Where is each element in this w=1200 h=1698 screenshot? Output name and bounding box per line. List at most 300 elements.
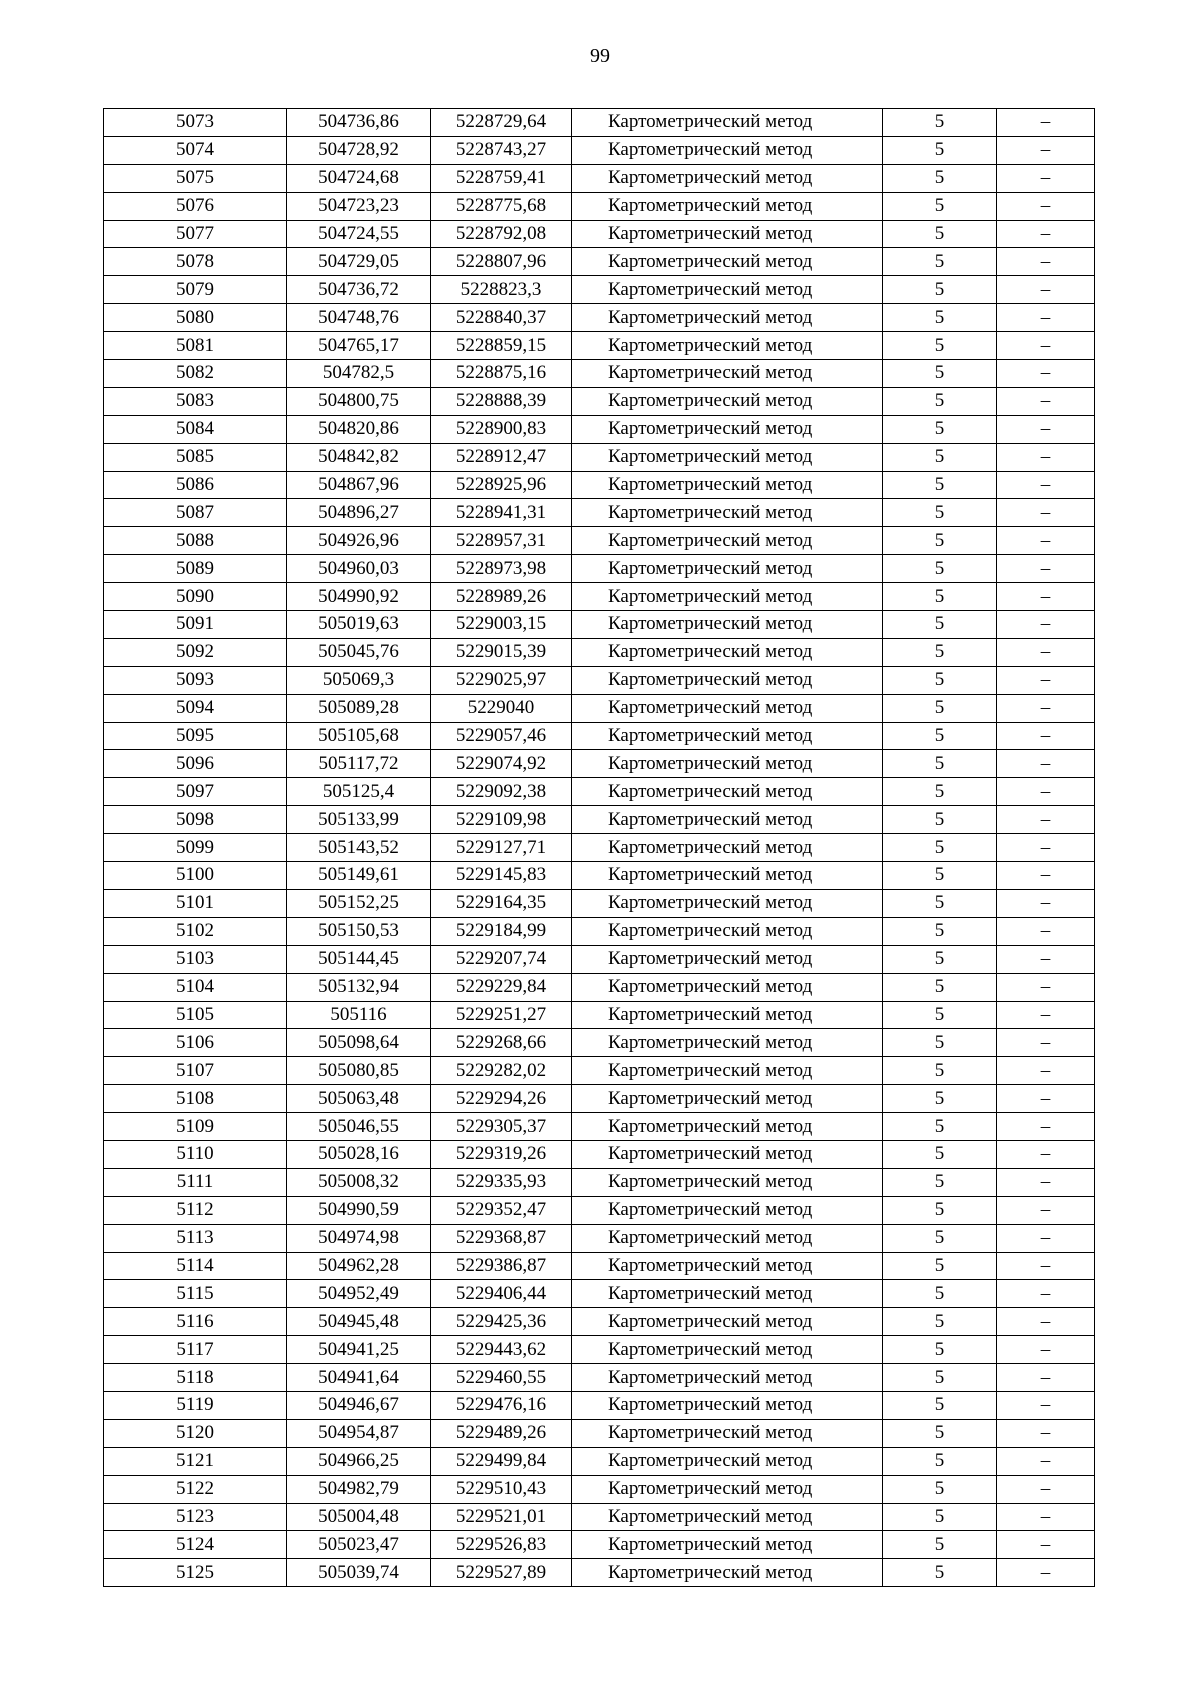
note-cell: – (997, 1196, 1095, 1224)
table-row (104, 248, 1095, 276)
point-number-cell: 5099 (104, 834, 287, 862)
method-cell: Картометрический метод (572, 527, 883, 555)
accuracy-cell: 5 (883, 1503, 997, 1531)
method-cell: Картометрический метод (572, 1001, 883, 1029)
method-cell: Картометрический метод (572, 248, 883, 276)
table-row (104, 917, 1095, 945)
point-number-cell: 5120 (104, 1419, 287, 1447)
method-cell: Картометрический метод (572, 1113, 883, 1141)
table-row (104, 1001, 1095, 1029)
point-number-cell: 5103 (104, 945, 287, 973)
point-number-cell: 5077 (104, 220, 287, 248)
accuracy-cell: 5 (883, 1336, 997, 1364)
accuracy-cell: 5 (883, 945, 997, 973)
note-cell: – (997, 1001, 1095, 1029)
note-cell: – (997, 1085, 1095, 1113)
note-cell: – (997, 1252, 1095, 1280)
x-coordinate-cell: 505133,99 (287, 806, 431, 834)
point-number-cell: 5087 (104, 499, 287, 527)
table-row (104, 806, 1095, 834)
table-row (104, 1085, 1095, 1113)
accuracy-cell: 5 (883, 722, 997, 750)
note-cell: – (997, 248, 1095, 276)
y-coordinate-cell: 5229476,16 (431, 1391, 572, 1419)
table-row (104, 694, 1095, 722)
table-row (104, 1559, 1095, 1587)
point-number-cell: 5124 (104, 1531, 287, 1559)
accuracy-cell: 5 (883, 387, 997, 415)
y-coordinate-cell: 5229184,99 (431, 917, 572, 945)
note-cell: – (997, 611, 1095, 639)
note-cell: – (997, 360, 1095, 388)
point-number-cell: 5081 (104, 332, 287, 360)
accuracy-cell: 5 (883, 583, 997, 611)
point-number-cell: 5121 (104, 1447, 287, 1475)
y-coordinate-cell: 5229460,55 (431, 1364, 572, 1392)
accuracy-cell: 5 (883, 1252, 997, 1280)
table-row (104, 1475, 1095, 1503)
table-row (104, 304, 1095, 332)
y-coordinate-cell: 5228941,31 (431, 499, 572, 527)
method-cell: Картометрический метод (572, 1391, 883, 1419)
x-coordinate-cell: 504946,67 (287, 1391, 431, 1419)
method-cell: Картометрический метод (572, 1308, 883, 1336)
note-cell: – (997, 834, 1095, 862)
note-cell: – (997, 499, 1095, 527)
x-coordinate-cell: 505150,53 (287, 917, 431, 945)
table-row (104, 1364, 1095, 1392)
method-cell: Картометрический метод (572, 1559, 883, 1587)
note-cell: – (997, 527, 1095, 555)
point-number-cell: 5083 (104, 387, 287, 415)
accuracy-cell: 5 (883, 1559, 997, 1587)
table-row (104, 499, 1095, 527)
method-cell: Картометрический метод (572, 1447, 883, 1475)
x-coordinate-cell: 504966,25 (287, 1447, 431, 1475)
point-number-cell: 5104 (104, 973, 287, 1001)
note-cell: – (997, 583, 1095, 611)
accuracy-cell: 5 (883, 220, 997, 248)
method-cell: Картометрический метод (572, 583, 883, 611)
note-cell: – (997, 1364, 1095, 1392)
method-cell: Картометрический метод (572, 1029, 883, 1057)
note-cell: – (997, 164, 1095, 192)
note-cell: – (997, 1447, 1095, 1475)
point-number-cell: 5091 (104, 611, 287, 639)
method-cell: Картометрический метод (572, 164, 883, 192)
note-cell: – (997, 192, 1095, 220)
table-row (104, 1029, 1095, 1057)
y-coordinate-cell: 5229319,26 (431, 1140, 572, 1168)
table-row (104, 136, 1095, 164)
point-number-cell: 5111 (104, 1168, 287, 1196)
table-row (104, 1280, 1095, 1308)
note-cell: – (997, 220, 1095, 248)
y-coordinate-cell: 5229335,93 (431, 1168, 572, 1196)
accuracy-cell: 5 (883, 806, 997, 834)
x-coordinate-cell: 504867,96 (287, 471, 431, 499)
method-cell: Картометрический метод (572, 1057, 883, 1085)
x-coordinate-cell: 504729,05 (287, 248, 431, 276)
point-number-cell: 5095 (104, 722, 287, 750)
method-cell: Картометрический метод (572, 778, 883, 806)
table-row (104, 415, 1095, 443)
point-number-cell: 5115 (104, 1280, 287, 1308)
note-cell: – (997, 889, 1095, 917)
accuracy-cell: 5 (883, 750, 997, 778)
x-coordinate-cell: 504820,86 (287, 415, 431, 443)
table-row (104, 220, 1095, 248)
accuracy-cell: 5 (883, 1419, 997, 1447)
method-cell: Картометрический метод (572, 555, 883, 583)
method-cell: Картометрический метод (572, 499, 883, 527)
x-coordinate-cell: 504954,87 (287, 1419, 431, 1447)
table-row (104, 583, 1095, 611)
method-cell: Картометрический метод (572, 750, 883, 778)
y-coordinate-cell: 5229352,47 (431, 1196, 572, 1224)
table-row (104, 387, 1095, 415)
accuracy-cell: 5 (883, 666, 997, 694)
point-number-cell: 5098 (104, 806, 287, 834)
y-coordinate-cell: 5228792,08 (431, 220, 572, 248)
table-row (104, 1447, 1095, 1475)
y-coordinate-cell: 5229527,89 (431, 1559, 572, 1587)
note-cell: – (997, 1140, 1095, 1168)
method-cell: Картометрический метод (572, 945, 883, 973)
method-cell: Картометрический метод (572, 1475, 883, 1503)
table-row (104, 555, 1095, 583)
y-coordinate-cell: 5229057,46 (431, 722, 572, 750)
point-number-cell: 5108 (104, 1085, 287, 1113)
point-number-cell: 5110 (104, 1140, 287, 1168)
note-cell: – (997, 638, 1095, 666)
y-coordinate-cell: 5228900,83 (431, 415, 572, 443)
note-cell: – (997, 750, 1095, 778)
x-coordinate-cell: 505144,45 (287, 945, 431, 973)
method-cell: Картометрический метод (572, 834, 883, 862)
point-number-cell: 5082 (104, 360, 287, 388)
accuracy-cell: 5 (883, 499, 997, 527)
note-cell: – (997, 1419, 1095, 1447)
accuracy-cell: 5 (883, 1280, 997, 1308)
x-coordinate-cell: 505132,94 (287, 973, 431, 1001)
x-coordinate-cell: 505080,85 (287, 1057, 431, 1085)
point-number-cell: 5092 (104, 638, 287, 666)
y-coordinate-cell: 5228775,68 (431, 192, 572, 220)
x-coordinate-cell: 504941,64 (287, 1364, 431, 1392)
x-coordinate-cell: 505019,63 (287, 611, 431, 639)
method-cell: Картометрический метод (572, 638, 883, 666)
point-number-cell: 5112 (104, 1196, 287, 1224)
x-coordinate-cell: 504748,76 (287, 304, 431, 332)
y-coordinate-cell: 5229145,83 (431, 862, 572, 890)
x-coordinate-cell: 505039,74 (287, 1559, 431, 1587)
method-cell: Картометрический метод (572, 109, 883, 137)
y-coordinate-cell: 5229294,26 (431, 1085, 572, 1113)
coordinates-table (103, 108, 1095, 1587)
accuracy-cell: 5 (883, 1085, 997, 1113)
x-coordinate-cell: 504723,23 (287, 192, 431, 220)
note-cell: – (997, 1336, 1095, 1364)
x-coordinate-cell: 504926,96 (287, 527, 431, 555)
method-cell: Картометрический метод (572, 694, 883, 722)
table-row (104, 778, 1095, 806)
x-coordinate-cell: 504765,17 (287, 332, 431, 360)
y-coordinate-cell: 5229003,15 (431, 611, 572, 639)
accuracy-cell: 5 (883, 1308, 997, 1336)
y-coordinate-cell: 5229282,02 (431, 1057, 572, 1085)
method-cell: Картометрический метод (572, 304, 883, 332)
x-coordinate-cell: 504945,48 (287, 1308, 431, 1336)
accuracy-cell: 5 (883, 917, 997, 945)
x-coordinate-cell: 505089,28 (287, 694, 431, 722)
accuracy-cell: 5 (883, 973, 997, 1001)
accuracy-cell: 5 (883, 1140, 997, 1168)
y-coordinate-cell: 5229015,39 (431, 638, 572, 666)
table-row (104, 666, 1095, 694)
note-cell: – (997, 1057, 1095, 1085)
note-cell: – (997, 1531, 1095, 1559)
note-cell: – (997, 109, 1095, 137)
point-number-cell: 5125 (104, 1559, 287, 1587)
point-number-cell: 5101 (104, 889, 287, 917)
accuracy-cell: 5 (883, 1224, 997, 1252)
accuracy-cell: 5 (883, 136, 997, 164)
y-coordinate-cell: 5229251,27 (431, 1001, 572, 1029)
y-coordinate-cell: 5228807,96 (431, 248, 572, 276)
table-row (104, 834, 1095, 862)
point-number-cell: 5122 (104, 1475, 287, 1503)
x-coordinate-cell: 504974,98 (287, 1224, 431, 1252)
table-row (104, 1168, 1095, 1196)
method-cell: Картометрический метод (572, 1140, 883, 1168)
table-row (104, 443, 1095, 471)
note-cell: – (997, 332, 1095, 360)
y-coordinate-cell: 5229025,97 (431, 666, 572, 694)
table-row (104, 722, 1095, 750)
table-row (104, 1308, 1095, 1336)
y-coordinate-cell: 5229164,35 (431, 889, 572, 917)
note-cell: – (997, 415, 1095, 443)
point-number-cell: 5089 (104, 555, 287, 583)
point-number-cell: 5094 (104, 694, 287, 722)
method-cell: Картометрический метод (572, 1419, 883, 1447)
table-row (104, 276, 1095, 304)
table-body (104, 109, 1095, 1587)
accuracy-cell: 5 (883, 471, 997, 499)
method-cell: Картометрический метод (572, 806, 883, 834)
point-number-cell: 5117 (104, 1336, 287, 1364)
y-coordinate-cell: 5228759,41 (431, 164, 572, 192)
note-cell: – (997, 1475, 1095, 1503)
x-coordinate-cell: 505149,61 (287, 862, 431, 890)
y-coordinate-cell: 5228925,96 (431, 471, 572, 499)
point-number-cell: 5096 (104, 750, 287, 778)
point-number-cell: 5079 (104, 276, 287, 304)
method-cell: Картометрический метод (572, 889, 883, 917)
x-coordinate-cell: 504800,75 (287, 387, 431, 415)
table-row (104, 1531, 1095, 1559)
point-number-cell: 5086 (104, 471, 287, 499)
note-cell: – (997, 1224, 1095, 1252)
y-coordinate-cell: 5228729,64 (431, 109, 572, 137)
method-cell: Картометрический метод (572, 220, 883, 248)
accuracy-cell: 5 (883, 862, 997, 890)
y-coordinate-cell: 5229268,66 (431, 1029, 572, 1057)
table-row (104, 750, 1095, 778)
x-coordinate-cell: 505117,72 (287, 750, 431, 778)
point-number-cell: 5114 (104, 1252, 287, 1280)
point-number-cell: 5097 (104, 778, 287, 806)
table-row (104, 360, 1095, 388)
y-coordinate-cell: 5229406,44 (431, 1280, 572, 1308)
accuracy-cell: 5 (883, 694, 997, 722)
accuracy-cell: 5 (883, 1391, 997, 1419)
method-cell: Картометрический метод (572, 136, 883, 164)
method-cell: Картометрический метод (572, 360, 883, 388)
accuracy-cell: 5 (883, 1113, 997, 1141)
method-cell: Картометрический метод (572, 611, 883, 639)
method-cell: Картометрический метод (572, 471, 883, 499)
note-cell: – (997, 1280, 1095, 1308)
accuracy-cell: 5 (883, 1531, 997, 1559)
table-row (104, 1113, 1095, 1141)
accuracy-cell: 5 (883, 638, 997, 666)
method-cell: Картометрический метод (572, 1503, 883, 1531)
x-coordinate-cell: 505098,64 (287, 1029, 431, 1057)
point-number-cell: 5080 (104, 304, 287, 332)
note-cell: – (997, 1168, 1095, 1196)
table-row (104, 1391, 1095, 1419)
y-coordinate-cell: 5229386,87 (431, 1252, 572, 1280)
method-cell: Картометрический метод (572, 332, 883, 360)
note-cell: – (997, 1503, 1095, 1531)
point-number-cell: 5093 (104, 666, 287, 694)
point-number-cell: 5078 (104, 248, 287, 276)
accuracy-cell: 5 (883, 555, 997, 583)
point-number-cell: 5090 (104, 583, 287, 611)
table-row (104, 1252, 1095, 1280)
table-row (104, 1503, 1095, 1531)
y-coordinate-cell: 5229109,98 (431, 806, 572, 834)
note-cell: – (997, 1029, 1095, 1057)
y-coordinate-cell: 5228973,98 (431, 555, 572, 583)
y-coordinate-cell: 5229074,92 (431, 750, 572, 778)
point-number-cell: 5075 (104, 164, 287, 192)
x-coordinate-cell: 505004,48 (287, 1503, 431, 1531)
accuracy-cell: 5 (883, 304, 997, 332)
y-coordinate-cell: 5228840,37 (431, 304, 572, 332)
method-cell: Картометрический метод (572, 1280, 883, 1308)
y-coordinate-cell: 5228888,39 (431, 387, 572, 415)
method-cell: Картометрический метод (572, 1531, 883, 1559)
point-number-cell: 5100 (104, 862, 287, 890)
x-coordinate-cell: 504982,79 (287, 1475, 431, 1503)
x-coordinate-cell: 504896,27 (287, 499, 431, 527)
point-number-cell: 5109 (104, 1113, 287, 1141)
table-row (104, 889, 1095, 917)
method-cell: Картометрический метод (572, 1336, 883, 1364)
accuracy-cell: 5 (883, 276, 997, 304)
note-cell: – (997, 471, 1095, 499)
point-number-cell: 5074 (104, 136, 287, 164)
accuracy-cell: 5 (883, 1447, 997, 1475)
accuracy-cell: 5 (883, 415, 997, 443)
x-coordinate-cell: 504941,25 (287, 1336, 431, 1364)
y-coordinate-cell: 5229368,87 (431, 1224, 572, 1252)
note-cell: – (997, 862, 1095, 890)
y-coordinate-cell: 5229305,37 (431, 1113, 572, 1141)
method-cell: Картометрический метод (572, 387, 883, 415)
point-number-cell: 5105 (104, 1001, 287, 1029)
x-coordinate-cell: 505152,25 (287, 889, 431, 917)
table-row (104, 638, 1095, 666)
point-number-cell: 5107 (104, 1057, 287, 1085)
y-coordinate-cell: 5229499,84 (431, 1447, 572, 1475)
accuracy-cell: 5 (883, 332, 997, 360)
note-cell: – (997, 945, 1095, 973)
accuracy-cell: 5 (883, 611, 997, 639)
table-row (104, 973, 1095, 1001)
accuracy-cell: 5 (883, 248, 997, 276)
method-cell: Картометрический метод (572, 192, 883, 220)
method-cell: Картометрический метод (572, 1364, 883, 1392)
note-cell: – (997, 1308, 1095, 1336)
note-cell: – (997, 555, 1095, 583)
note-cell: – (997, 304, 1095, 332)
method-cell: Картометрический метод (572, 1196, 883, 1224)
table-row (104, 1196, 1095, 1224)
accuracy-cell: 5 (883, 1168, 997, 1196)
table-row (104, 1057, 1095, 1085)
accuracy-cell: 5 (883, 1057, 997, 1085)
x-coordinate-cell: 504990,59 (287, 1196, 431, 1224)
x-coordinate-cell: 504736,86 (287, 109, 431, 137)
point-number-cell: 5084 (104, 415, 287, 443)
y-coordinate-cell: 5228743,27 (431, 136, 572, 164)
note-cell: – (997, 387, 1095, 415)
x-coordinate-cell: 505069,3 (287, 666, 431, 694)
method-cell: Картометрический метод (572, 415, 883, 443)
table-row (104, 164, 1095, 192)
method-cell: Картометрический метод (572, 666, 883, 694)
y-coordinate-cell: 5228859,15 (431, 332, 572, 360)
table-row (104, 471, 1095, 499)
x-coordinate-cell: 505063,48 (287, 1085, 431, 1113)
note-cell: – (997, 666, 1095, 694)
y-coordinate-cell: 5229127,71 (431, 834, 572, 862)
method-cell: Картометрический метод (572, 917, 883, 945)
x-coordinate-cell: 505143,52 (287, 834, 431, 862)
y-coordinate-cell: 5229443,62 (431, 1336, 572, 1364)
x-coordinate-cell: 504842,82 (287, 443, 431, 471)
note-cell: – (997, 1559, 1095, 1587)
x-coordinate-cell: 505116 (287, 1001, 431, 1029)
point-number-cell: 5088 (104, 527, 287, 555)
note-cell: – (997, 694, 1095, 722)
y-coordinate-cell: 5228957,31 (431, 527, 572, 555)
table-row (104, 862, 1095, 890)
table-row (104, 1336, 1095, 1364)
x-coordinate-cell: 504962,28 (287, 1252, 431, 1280)
accuracy-cell: 5 (883, 527, 997, 555)
method-cell: Картометрический метод (572, 973, 883, 1001)
x-coordinate-cell: 505023,47 (287, 1531, 431, 1559)
accuracy-cell: 5 (883, 164, 997, 192)
x-coordinate-cell: 504952,49 (287, 1280, 431, 1308)
method-cell: Картометрический метод (572, 1252, 883, 1280)
accuracy-cell: 5 (883, 1001, 997, 1029)
